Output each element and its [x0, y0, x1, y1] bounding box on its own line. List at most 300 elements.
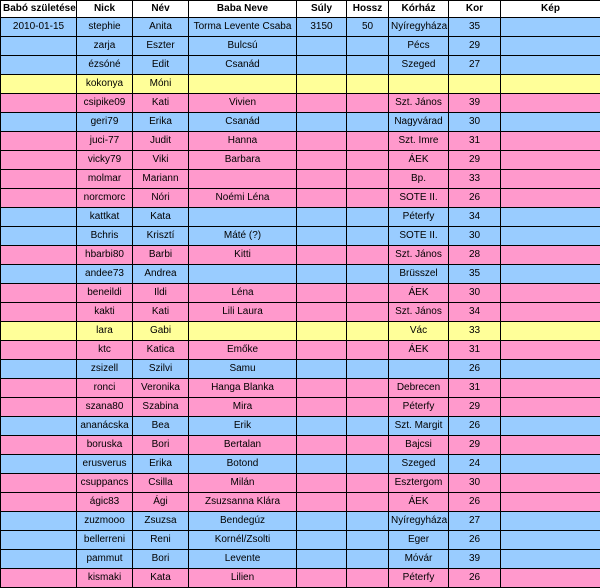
- cell-age[interactable]: 33: [449, 322, 501, 341]
- cell-length[interactable]: [347, 455, 389, 474]
- cell-weight[interactable]: [297, 265, 347, 284]
- cell-picture[interactable]: [501, 398, 600, 417]
- cell-hospital[interactable]: Szt. János: [389, 303, 449, 322]
- cell-nick[interactable]: kokonya: [77, 75, 133, 94]
- table-row: [1, 151, 600, 170]
- cell-length[interactable]: [347, 303, 389, 322]
- cell-length[interactable]: [347, 265, 389, 284]
- cell-age[interactable]: 29: [449, 151, 501, 170]
- cell-picture[interactable]: [501, 303, 600, 322]
- cell-baby-name[interactable]: Bulcsú: [189, 37, 297, 56]
- cell-age[interactable]: 27: [449, 56, 501, 75]
- cell-baby-name[interactable]: Erik: [189, 417, 297, 436]
- cell-hospital[interactable]: Brüsszel: [389, 265, 449, 284]
- cell-picture[interactable]: [501, 208, 600, 227]
- cell-age[interactable]: 30: [449, 474, 501, 493]
- cell-length[interactable]: [347, 151, 389, 170]
- cell-age[interactable]: 35: [449, 265, 501, 284]
- cell-name[interactable]: Kata: [133, 569, 189, 588]
- table-row: [1, 322, 600, 341]
- cell-baby-name[interactable]: Levente: [189, 550, 297, 569]
- cell-birth-date[interactable]: [1, 246, 77, 265]
- cell-age[interactable]: 26: [449, 569, 501, 588]
- cell-nick[interactable]: zsizell: [77, 360, 133, 379]
- cell-picture[interactable]: [501, 379, 600, 398]
- cell-nick[interactable]: molmar: [77, 170, 133, 189]
- header-weight[interactable]: Súly: [297, 1, 347, 18]
- cell-name[interactable]: Barbi: [133, 246, 189, 265]
- cell-nick[interactable]: zuzmooo: [77, 512, 133, 531]
- cell-nick[interactable]: Bchris: [77, 227, 133, 246]
- cell-length[interactable]: [347, 132, 389, 151]
- cell-hospital[interactable]: Péterfy: [389, 398, 449, 417]
- table-row: [1, 132, 600, 151]
- cell-age[interactable]: 34: [449, 303, 501, 322]
- cell-hospital[interactable]: ÁEK: [389, 493, 449, 512]
- cell-birth-date[interactable]: [1, 151, 77, 170]
- table-row: [1, 550, 600, 569]
- cell-weight[interactable]: [297, 341, 347, 360]
- cell-weight[interactable]: [297, 189, 347, 208]
- table-row: [1, 246, 600, 265]
- cell-birth-date[interactable]: [1, 284, 77, 303]
- cell-birth-date[interactable]: [1, 436, 77, 455]
- cell-nick[interactable]: geri79: [77, 113, 133, 132]
- cell-baby-name[interactable]: Botond: [189, 455, 297, 474]
- cell-weight[interactable]: [297, 151, 347, 170]
- cell-length[interactable]: [347, 75, 389, 94]
- cell-hospital[interactable]: [389, 75, 449, 94]
- cell-birth-date[interactable]: [1, 113, 77, 132]
- cell-weight[interactable]: [297, 493, 347, 512]
- cell-nick[interactable]: boruska: [77, 436, 133, 455]
- cell-nick[interactable]: stephie: [77, 18, 133, 37]
- cell-picture[interactable]: [501, 113, 600, 132]
- cell-length[interactable]: [347, 208, 389, 227]
- cell-nick[interactable]: ézsóné: [77, 56, 133, 75]
- cell-length[interactable]: [347, 227, 389, 246]
- cell-hospital[interactable]: ÁEK: [389, 284, 449, 303]
- cell-length[interactable]: [347, 398, 389, 417]
- cell-hospital[interactable]: Vác: [389, 322, 449, 341]
- cell-nick[interactable]: ktc: [77, 341, 133, 360]
- cell-baby-name[interactable]: Bertalan: [189, 436, 297, 455]
- cell-birth-date[interactable]: [1, 208, 77, 227]
- table-row: [1, 37, 600, 56]
- cell-birth-date[interactable]: [1, 132, 77, 151]
- cell-birth-date[interactable]: [1, 474, 77, 493]
- cell-length[interactable]: [347, 512, 389, 531]
- cell-baby-name[interactable]: [189, 322, 297, 341]
- cell-length[interactable]: [347, 246, 389, 265]
- cell-age[interactable]: 35: [449, 18, 501, 37]
- cell-weight[interactable]: [297, 474, 347, 493]
- cell-baby-name[interactable]: [189, 75, 297, 94]
- cell-age[interactable]: 31: [449, 341, 501, 360]
- cell-hospital[interactable]: Szt. János: [389, 94, 449, 113]
- cell-birth-date[interactable]: [1, 417, 77, 436]
- cell-hospital[interactable]: Mόvár: [389, 550, 449, 569]
- cell-baby-name[interactable]: Zsuzsanna Klára: [189, 493, 297, 512]
- cell-nick[interactable]: norcmorc: [77, 189, 133, 208]
- cell-hospital[interactable]: SOTE II.: [389, 189, 449, 208]
- cell-birth-date[interactable]: [1, 265, 77, 284]
- cell-weight[interactable]: [297, 75, 347, 94]
- cell-weight[interactable]: [297, 170, 347, 189]
- cell-name[interactable]: Ági: [133, 493, 189, 512]
- cell-hospital[interactable]: Nyíregyháza: [389, 512, 449, 531]
- cell-length[interactable]: [347, 379, 389, 398]
- cell-baby-name[interactable]: Léna: [189, 284, 297, 303]
- cell-birth-date[interactable]: [1, 56, 77, 75]
- table-row: [1, 94, 600, 113]
- cell-birth-date[interactable]: [1, 189, 77, 208]
- cell-length[interactable]: [347, 341, 389, 360]
- cell-birth-date[interactable]: [1, 341, 77, 360]
- cell-nick[interactable]: kakti: [77, 303, 133, 322]
- cell-birth-date[interactable]: [1, 379, 77, 398]
- cell-age[interactable]: 30: [449, 227, 501, 246]
- cell-age[interactable]: 33: [449, 170, 501, 189]
- cell-weight[interactable]: 3150: [297, 18, 347, 37]
- cell-nick[interactable]: erusverus: [77, 455, 133, 474]
- cell-name[interactable]: Móni: [133, 75, 189, 94]
- cell-length[interactable]: [347, 37, 389, 56]
- cell-hospital[interactable]: ÁEK: [389, 341, 449, 360]
- cell-birth-date[interactable]: [1, 227, 77, 246]
- cell-picture[interactable]: [501, 56, 600, 75]
- cell-hospital[interactable]: Péterfy: [389, 208, 449, 227]
- cell-picture[interactable]: [501, 37, 600, 56]
- cell-age[interactable]: 30: [449, 284, 501, 303]
- cell-baby-name[interactable]: Emőke: [189, 341, 297, 360]
- cell-nick[interactable]: bellerreni: [77, 531, 133, 550]
- cell-baby-name[interactable]: Lilien: [189, 569, 297, 588]
- cell-nick[interactable]: kismaki: [77, 569, 133, 588]
- cell-length[interactable]: [347, 322, 389, 341]
- cell-birth-date[interactable]: [1, 569, 77, 588]
- cell-picture[interactable]: [501, 417, 600, 436]
- cell-name[interactable]: Kata: [133, 208, 189, 227]
- table-row: [1, 208, 600, 227]
- cell-weight[interactable]: [297, 436, 347, 455]
- cell-name[interactable]: Nóri: [133, 189, 189, 208]
- cell-weight[interactable]: [297, 246, 347, 265]
- cell-birth-date[interactable]: [1, 398, 77, 417]
- cell-baby-name[interactable]: Samu: [189, 360, 297, 379]
- cell-nick[interactable]: szana80: [77, 398, 133, 417]
- cell-age[interactable]: 26: [449, 360, 501, 379]
- cell-name[interactable]: Erika: [133, 455, 189, 474]
- cell-birth-date[interactable]: [1, 531, 77, 550]
- header-baby-name[interactable]: Baba Neve: [189, 1, 297, 18]
- cell-weight[interactable]: [297, 94, 347, 113]
- cell-hospital[interactable]: Eger: [389, 531, 449, 550]
- cell-picture[interactable]: [501, 151, 600, 170]
- cell-nick[interactable]: ágic83: [77, 493, 133, 512]
- cell-baby-name[interactable]: [189, 208, 297, 227]
- cell-picture[interactable]: [501, 94, 600, 113]
- cell-name[interactable]: Gabi: [133, 322, 189, 341]
- cell-hospital[interactable]: Debrecen: [389, 379, 449, 398]
- cell-nick[interactable]: pammut: [77, 550, 133, 569]
- cell-length[interactable]: [347, 474, 389, 493]
- cell-picture[interactable]: [501, 322, 600, 341]
- cell-picture[interactable]: [501, 246, 600, 265]
- cell-weight[interactable]: [297, 531, 347, 550]
- cell-baby-name[interactable]: Bendegúz: [189, 512, 297, 531]
- cell-hospital[interactable]: ÁEK: [389, 151, 449, 170]
- cell-length[interactable]: [347, 170, 389, 189]
- cell-hospital[interactable]: [389, 360, 449, 379]
- cell-age[interactable]: 34: [449, 208, 501, 227]
- cell-name[interactable]: Erika: [133, 113, 189, 132]
- cell-name[interactable]: Veronika: [133, 379, 189, 398]
- cell-hospital[interactable]: Szt. Margit: [389, 417, 449, 436]
- cell-picture[interactable]: [501, 284, 600, 303]
- cell-picture[interactable]: [501, 512, 600, 531]
- cell-weight[interactable]: [297, 417, 347, 436]
- cell-picture[interactable]: [501, 569, 600, 588]
- cell-name[interactable]: Reni: [133, 531, 189, 550]
- cell-nick[interactable]: ronci: [77, 379, 133, 398]
- cell-picture[interactable]: [501, 550, 600, 569]
- header-picture[interactable]: Kép: [501, 1, 600, 18]
- cell-hospital[interactable]: Nagyvárad: [389, 113, 449, 132]
- cell-weight[interactable]: [297, 569, 347, 588]
- cell-age[interactable]: 26: [449, 531, 501, 550]
- cell-name[interactable]: Zsuzsa: [133, 512, 189, 531]
- cell-baby-name[interactable]: Kitti: [189, 246, 297, 265]
- cell-weight[interactable]: [297, 37, 347, 56]
- cell-baby-name[interactable]: Kornél/Zsolti: [189, 531, 297, 550]
- cell-hospital[interactable]: Szeged: [389, 56, 449, 75]
- cell-age[interactable]: 29: [449, 398, 501, 417]
- cell-baby-name[interactable]: Torma Levente Csaba: [189, 18, 297, 37]
- cell-weight[interactable]: [297, 550, 347, 569]
- cell-length[interactable]: [347, 493, 389, 512]
- cell-name[interactable]: Kati: [133, 303, 189, 322]
- cell-picture[interactable]: [501, 436, 600, 455]
- cell-hospital[interactable]: SOTE II.: [389, 227, 449, 246]
- cell-name[interactable]: Szabina: [133, 398, 189, 417]
- cell-age[interactable]: 31: [449, 132, 501, 151]
- table-header: [1, 1, 600, 18]
- cell-age[interactable]: 29: [449, 436, 501, 455]
- header-age[interactable]: Kor: [449, 1, 501, 18]
- cell-name[interactable]: Anita: [133, 18, 189, 37]
- cell-weight[interactable]: [297, 284, 347, 303]
- cell-nick[interactable]: beneildi: [77, 284, 133, 303]
- cell-name[interactable]: Eszter: [133, 37, 189, 56]
- cell-birth-date[interactable]: [1, 94, 77, 113]
- cell-age[interactable]: 27: [449, 512, 501, 531]
- cell-age[interactable]: [449, 75, 501, 94]
- cell-age[interactable]: 28: [449, 246, 501, 265]
- cell-picture[interactable]: [501, 18, 600, 37]
- cell-hospital[interactable]: Szeged: [389, 455, 449, 474]
- cell-picture[interactable]: [501, 474, 600, 493]
- cell-picture[interactable]: [501, 493, 600, 512]
- table-row: [1, 417, 600, 436]
- cell-age[interactable]: 31: [449, 379, 501, 398]
- cell-name[interactable]: Edit: [133, 56, 189, 75]
- cell-baby-name[interactable]: Vivien: [189, 94, 297, 113]
- cell-name[interactable]: Katica: [133, 341, 189, 360]
- cell-hospital[interactable]: Pécs: [389, 37, 449, 56]
- cell-hospital[interactable]: Szt. Imre: [389, 132, 449, 151]
- cell-baby-name[interactable]: Hanga Blanka: [189, 379, 297, 398]
- cell-weight[interactable]: [297, 113, 347, 132]
- cell-length[interactable]: [347, 417, 389, 436]
- header-birth-date[interactable]: Babó születése: [1, 1, 77, 18]
- cell-nick[interactable]: zarja: [77, 37, 133, 56]
- cell-baby-name[interactable]: Milán: [189, 474, 297, 493]
- cell-age[interactable]: 29: [449, 37, 501, 56]
- table-row: [1, 379, 600, 398]
- cell-nick[interactable]: ananácska: [77, 417, 133, 436]
- cell-birth-date[interactable]: [1, 360, 77, 379]
- cell-hospital[interactable]: Nyíregyháza: [389, 18, 449, 37]
- table-body: [1, 18, 600, 588]
- cell-baby-name[interactable]: [189, 170, 297, 189]
- cell-age[interactable]: 39: [449, 550, 501, 569]
- cell-baby-name[interactable]: Barbara: [189, 151, 297, 170]
- cell-baby-name[interactable]: Noémi Léna: [189, 189, 297, 208]
- cell-picture[interactable]: [501, 455, 600, 474]
- cell-nick[interactable]: juci-77: [77, 132, 133, 151]
- cell-picture[interactable]: [501, 227, 600, 246]
- cell-baby-name[interactable]: Lili Laura: [189, 303, 297, 322]
- cell-hospital[interactable]: Bajcsi: [389, 436, 449, 455]
- cell-nick[interactable]: andee73: [77, 265, 133, 284]
- header-length[interactable]: Hossz: [347, 1, 389, 18]
- cell-length[interactable]: 50: [347, 18, 389, 37]
- cell-age[interactable]: 26: [449, 493, 501, 512]
- cell-length[interactable]: [347, 436, 389, 455]
- cell-birth-date[interactable]: 2010-01-15: [1, 18, 77, 37]
- cell-name[interactable]: Bea: [133, 417, 189, 436]
- cell-age[interactable]: 39: [449, 94, 501, 113]
- cell-nick[interactable]: csuppancs: [77, 474, 133, 493]
- table-row: [1, 170, 600, 189]
- table-row: [1, 113, 600, 132]
- cell-birth-date[interactable]: [1, 512, 77, 531]
- cell-hospital[interactable]: Bp.: [389, 170, 449, 189]
- cell-weight[interactable]: [297, 512, 347, 531]
- table-row: [1, 398, 600, 417]
- cell-weight[interactable]: [297, 303, 347, 322]
- cell-weight[interactable]: [297, 322, 347, 341]
- cell-picture[interactable]: [501, 360, 600, 379]
- cell-picture[interactable]: [501, 170, 600, 189]
- header-nick[interactable]: Nick: [77, 1, 133, 18]
- cell-nick[interactable]: hbarbi80: [77, 246, 133, 265]
- cell-birth-date[interactable]: [1, 455, 77, 474]
- cell-picture[interactable]: [501, 75, 600, 94]
- cell-birth-date[interactable]: [1, 550, 77, 569]
- cell-baby-name[interactable]: Csanád: [189, 56, 297, 75]
- cell-weight[interactable]: [297, 132, 347, 151]
- cell-birth-date[interactable]: [1, 170, 77, 189]
- cell-birth-date[interactable]: [1, 493, 77, 512]
- cell-baby-name[interactable]: Hanna: [189, 132, 297, 151]
- cell-weight[interactable]: [297, 227, 347, 246]
- cell-baby-name[interactable]: Csanád: [189, 113, 297, 132]
- cell-age[interactable]: 30: [449, 113, 501, 132]
- cell-name[interactable]: Andrea: [133, 265, 189, 284]
- cell-birth-date[interactable]: [1, 75, 77, 94]
- cell-length[interactable]: [347, 550, 389, 569]
- cell-length[interactable]: [347, 531, 389, 550]
- header-hospital[interactable]: Kórház: [389, 1, 449, 18]
- cell-hospital[interactable]: Péterfy: [389, 569, 449, 588]
- cell-length[interactable]: [347, 56, 389, 75]
- cell-length[interactable]: [347, 284, 389, 303]
- cell-name[interactable]: Bori: [133, 436, 189, 455]
- cell-name[interactable]: Csilla: [133, 474, 189, 493]
- table-row: [1, 474, 600, 493]
- cell-weight[interactable]: [297, 208, 347, 227]
- cell-picture[interactable]: [501, 265, 600, 284]
- table-row: [1, 360, 600, 379]
- cell-name[interactable]: Krisztí: [133, 227, 189, 246]
- cell-nick[interactable]: kattkat: [77, 208, 133, 227]
- cell-birth-date[interactable]: [1, 303, 77, 322]
- cell-name[interactable]: Bori: [133, 550, 189, 569]
- cell-age[interactable]: 26: [449, 417, 501, 436]
- cell-baby-name[interactable]: [189, 265, 297, 284]
- cell-weight[interactable]: [297, 455, 347, 474]
- cell-picture[interactable]: [501, 531, 600, 550]
- cell-length[interactable]: [347, 189, 389, 208]
- cell-length[interactable]: [347, 94, 389, 113]
- cell-length[interactable]: [347, 360, 389, 379]
- cell-weight[interactable]: [297, 360, 347, 379]
- cell-length[interactable]: [347, 113, 389, 132]
- cell-name[interactable]: Mariann: [133, 170, 189, 189]
- cell-picture[interactable]: [501, 132, 600, 151]
- cell-name[interactable]: Judit: [133, 132, 189, 151]
- cell-birth-date[interactable]: [1, 37, 77, 56]
- table-row: [1, 284, 600, 303]
- cell-name[interactable]: Szilvi: [133, 360, 189, 379]
- table-row: [1, 341, 600, 360]
- cell-name[interactable]: Kati: [133, 94, 189, 113]
- cell-weight[interactable]: [297, 398, 347, 417]
- header-name[interactable]: Név: [133, 1, 189, 18]
- cell-name[interactable]: Ildi: [133, 284, 189, 303]
- cell-nick[interactable]: lara: [77, 322, 133, 341]
- cell-age[interactable]: 26: [449, 189, 501, 208]
- cell-birth-date[interactable]: [1, 322, 77, 341]
- cell-baby-name[interactable]: Máté (?): [189, 227, 297, 246]
- table-row: [1, 436, 600, 455]
- table-row: [1, 455, 600, 474]
- cell-weight[interactable]: [297, 56, 347, 75]
- cell-hospital[interactable]: Esztergom: [389, 474, 449, 493]
- cell-baby-name[interactable]: Mira: [189, 398, 297, 417]
- cell-weight[interactable]: [297, 379, 347, 398]
- cell-nick[interactable]: vicky79: [77, 151, 133, 170]
- cell-picture[interactable]: [501, 341, 600, 360]
- cell-hospital[interactable]: Szt. János: [389, 246, 449, 265]
- cell-picture[interactable]: [501, 189, 600, 208]
- cell-age[interactable]: 24: [449, 455, 501, 474]
- cell-length[interactable]: [347, 569, 389, 588]
- cell-nick[interactable]: csipike09: [77, 94, 133, 113]
- cell-name[interactable]: Viki: [133, 151, 189, 170]
